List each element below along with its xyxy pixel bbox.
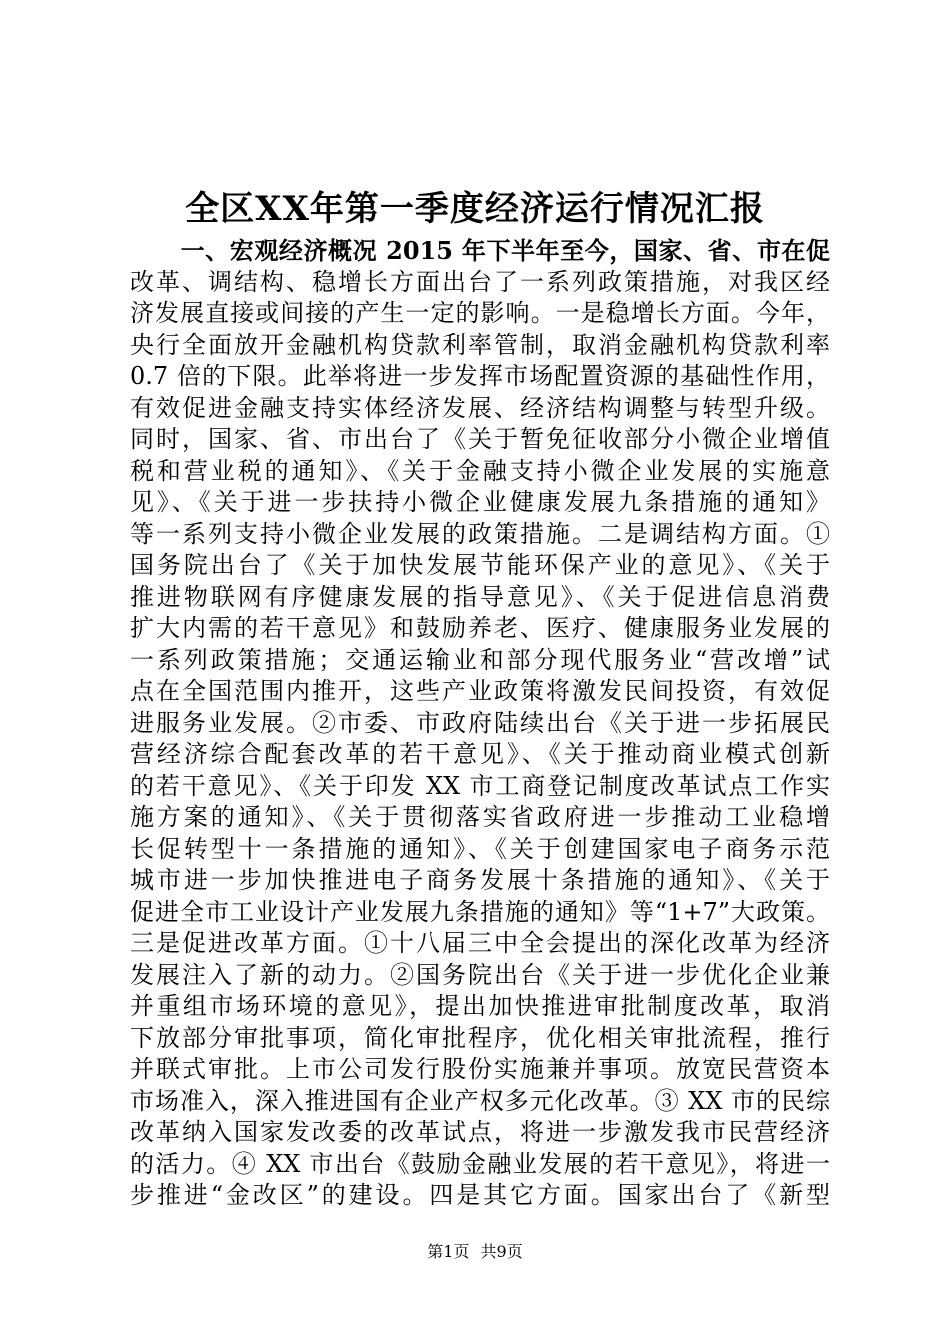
body-line-text: 长促转型十一条措施的通知》、《关于创建国家电子商务示范 [130, 834, 830, 863]
body-line [130, 897, 830, 929]
body-line [130, 361, 830, 393]
page-total: 共9页 [480, 1242, 523, 1261]
body-line-text: 扩大内需的若干意见》和鼓励养老、医疗、健康服务业发展的 [130, 614, 830, 642]
body-line [130, 393, 830, 425]
body-line-text: 下放部分审批事项，简化审批程序，优化相关审批流程，推行 [130, 1023, 830, 1052]
body-line [130, 1117, 830, 1149]
body-line-text: 税和营业税的通知》、《关于金融支持小微企业发展的实施意 [130, 456, 830, 485]
body-line [130, 424, 830, 456]
body-line-text: 发展注入了新的动力。②国务院出台《关于进一步优化企业兼 [130, 960, 830, 989]
body-line [130, 487, 830, 519]
body-line [130, 582, 830, 614]
body-line-text: 步推进“金改区”的建设。四是其它方面。国家出台了《新型 [130, 1181, 830, 1209]
body-line-text: 施方案的通知》、《关于贯彻落实省政府进一步推动工业稳增 [130, 803, 830, 831]
body-line-text: 等一系列支持小微企业发展的政策措施。二是调结构方面。① [130, 519, 830, 548]
body-line [130, 802, 830, 834]
body-line-text: 点在全国范围内推开，这些产业政策将激发民间投资，有效促 [130, 677, 830, 705]
body-line [130, 550, 830, 582]
body-line [130, 1023, 830, 1055]
body-line-text: 有效促进金融支持实体经济发展、经济结构调整与转型升级。 [130, 393, 830, 422]
body-line [130, 330, 830, 362]
body-line-text: 促进全市工业设计产业发展九条措施的通知》等“1+7”大政策。 [130, 897, 830, 926]
body-line [130, 1149, 830, 1181]
body-line [130, 519, 830, 551]
body-line-text: 央行全面放开金融机构贷款利率管制，取消金融机构贷款利率 [130, 330, 830, 359]
body-line-text: 三是促进改革方面。①十八届三中全会提出的深化改革为经济 [130, 929, 830, 957]
body-line [130, 1086, 830, 1118]
body-line-text: 推进物联网有序健康发展的指导意见》、《关于促进信息消费 [130, 582, 830, 611]
body-line-text: 改革、调结构、稳增长方面出台了一系列政策措施，对我区经 [130, 267, 830, 296]
body-line-text: 城市进一步加快推进电子商务发展十条措施的通知》、《关于 [130, 866, 830, 894]
body-line-text: 并重组市场环境的意见》，提出加快推进审批制度改革，取消 [130, 992, 830, 1020]
body-line-text: 进服务业发展。②市委、市政府陆续出台《关于进一步拓展民 [130, 708, 830, 737]
body-line-text: 改革纳入国家发改委的改革试点，将进一步激发我市民营经济 [130, 1118, 830, 1146]
body-line-text: 济发展直接或间接的产生一定的影响。一是稳增长方面。今年， [130, 299, 830, 327]
body-line-text: 市场准入，深入推进国有企业产权多元化改革。③ XX 市的民综 [130, 1086, 830, 1115]
body-line [130, 991, 830, 1023]
body-line [130, 1180, 830, 1212]
body-line [130, 1054, 830, 1086]
body-line [130, 928, 830, 960]
document-body [130, 235, 830, 1209]
body-line [130, 676, 830, 708]
body-line-text: 0.7 倍的下限。此举将进一步发挥市场配置资源的基础性作用， [130, 362, 830, 390]
body-line-text: 同时，国家、省、市出台了《关于暂免征收部分小微企业增值 [130, 425, 830, 453]
page-number: 第1页 [427, 1242, 470, 1261]
document-title: 全区XX年第一季度经济运行情况汇报 [185, 189, 765, 229]
page-footer [0, 1241, 950, 1263]
body-line-text: 并联式审批。上市公司发行股份实施兼并事项。放宽民营资本 [130, 1055, 830, 1083]
body-line [130, 235, 830, 267]
body-line-text: 一、宏观经济概况 2015 年下半年至今，国家、省、市在促 [180, 236, 830, 265]
body-line-text: 营经济综合配套改革的若干意见》、《关于推动商业模式创新 [130, 740, 830, 768]
body-line [130, 267, 830, 299]
body-line-text: 一系列政策措施；交通运输业和部分现代服务业“营改增”试 [130, 645, 830, 674]
body-line [130, 960, 830, 992]
body-line [130, 771, 830, 803]
body-line-text: 的若干意见》、《关于印发 XX 市工商登记制度改革试点工作实 [130, 771, 830, 800]
body-line-text: 的活力。④ XX 市出台《鼓励金融业发展的若干意见》，将进一 [130, 1149, 830, 1178]
body-line [130, 708, 830, 740]
body-line-text: 国务院出台了《关于加快发展节能环保产业的意见》、《关于 [130, 551, 830, 579]
body-line [130, 739, 830, 771]
body-line-text: 见》、《关于进一步扶持小微企业健康发展九条措施的通知》 [130, 488, 830, 516]
body-line [130, 834, 830, 866]
body-line [130, 613, 830, 645]
body-line [130, 645, 830, 677]
body-line [130, 865, 830, 897]
body-line [130, 298, 830, 330]
body-line [130, 456, 830, 488]
